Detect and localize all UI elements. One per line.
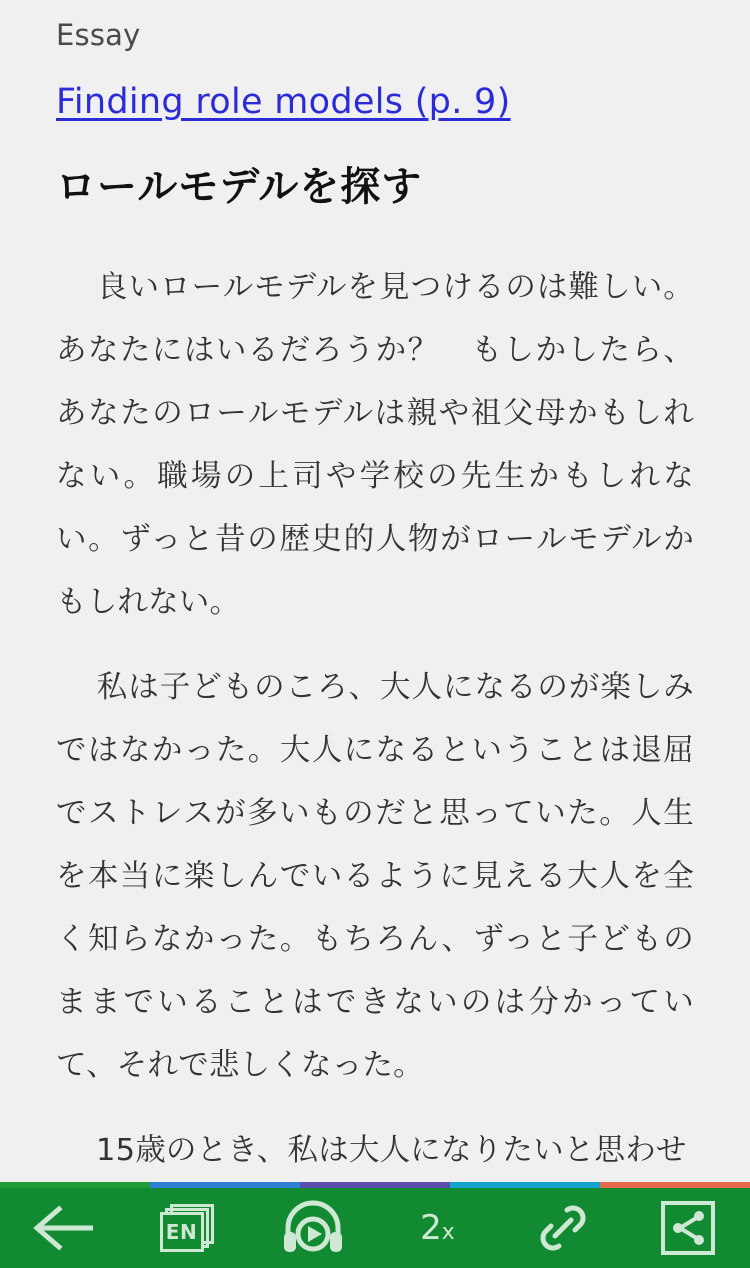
headphones-play-icon [282, 1200, 344, 1256]
language-cards-icon [160, 1204, 216, 1252]
language-code-label: EN [165, 1220, 198, 1244]
share-nodes-icon [660, 1200, 716, 1256]
speed-value: 2 [420, 1208, 442, 1248]
share-button[interactable] [625, 1188, 750, 1268]
article-paragraph [56, 256, 694, 634]
speed-button[interactable] [375, 1188, 500, 1268]
arrow-left-icon [31, 1205, 95, 1251]
back-button[interactable] [0, 1188, 125, 1268]
speed-suffix: x [441, 1220, 455, 1245]
paragraph-text: 私は子どものころ、大人になるのが楽しみではなかった。大人になるということは退屈でストレスが多いものだと思っていた。人生を本当に楽しんでいるように見える大人を全く知らなかった。もちろん、ずっと子どものままでいることはできないのは分かっていて、それで悲しくなった。 [56, 670, 694, 1083]
playback-speed-icon [420, 1208, 455, 1248]
link-button[interactable] [500, 1188, 625, 1268]
article-english-title-link[interactable]: Finding role models (p. 9) [56, 82, 511, 122]
link-chain-icon [535, 1200, 591, 1256]
article-japanese-title: ロールモデルを探す [56, 164, 423, 210]
paragraph-text: 良いロールモデルを見つけるのは難しい。あなたにはいるだろうか？ もしかしたら、あなたのロールモデルは親や祖父母かもしれない。職場の上司や学校の先生かもしれない。ずっと昔の歴史的人物がロールモデルかもしれない。 [56, 270, 694, 620]
language-button[interactable] [125, 1188, 250, 1268]
listen-button[interactable] [250, 1188, 375, 1268]
paragraph-text: 15歳のとき、私は大人になりたいと思わせ [96, 1133, 687, 1168]
article-kicker: Essay [56, 18, 141, 52]
article-paragraph [56, 656, 694, 1097]
bottom-toolbar [0, 1188, 750, 1268]
article-paragraph [56, 1119, 694, 1182]
